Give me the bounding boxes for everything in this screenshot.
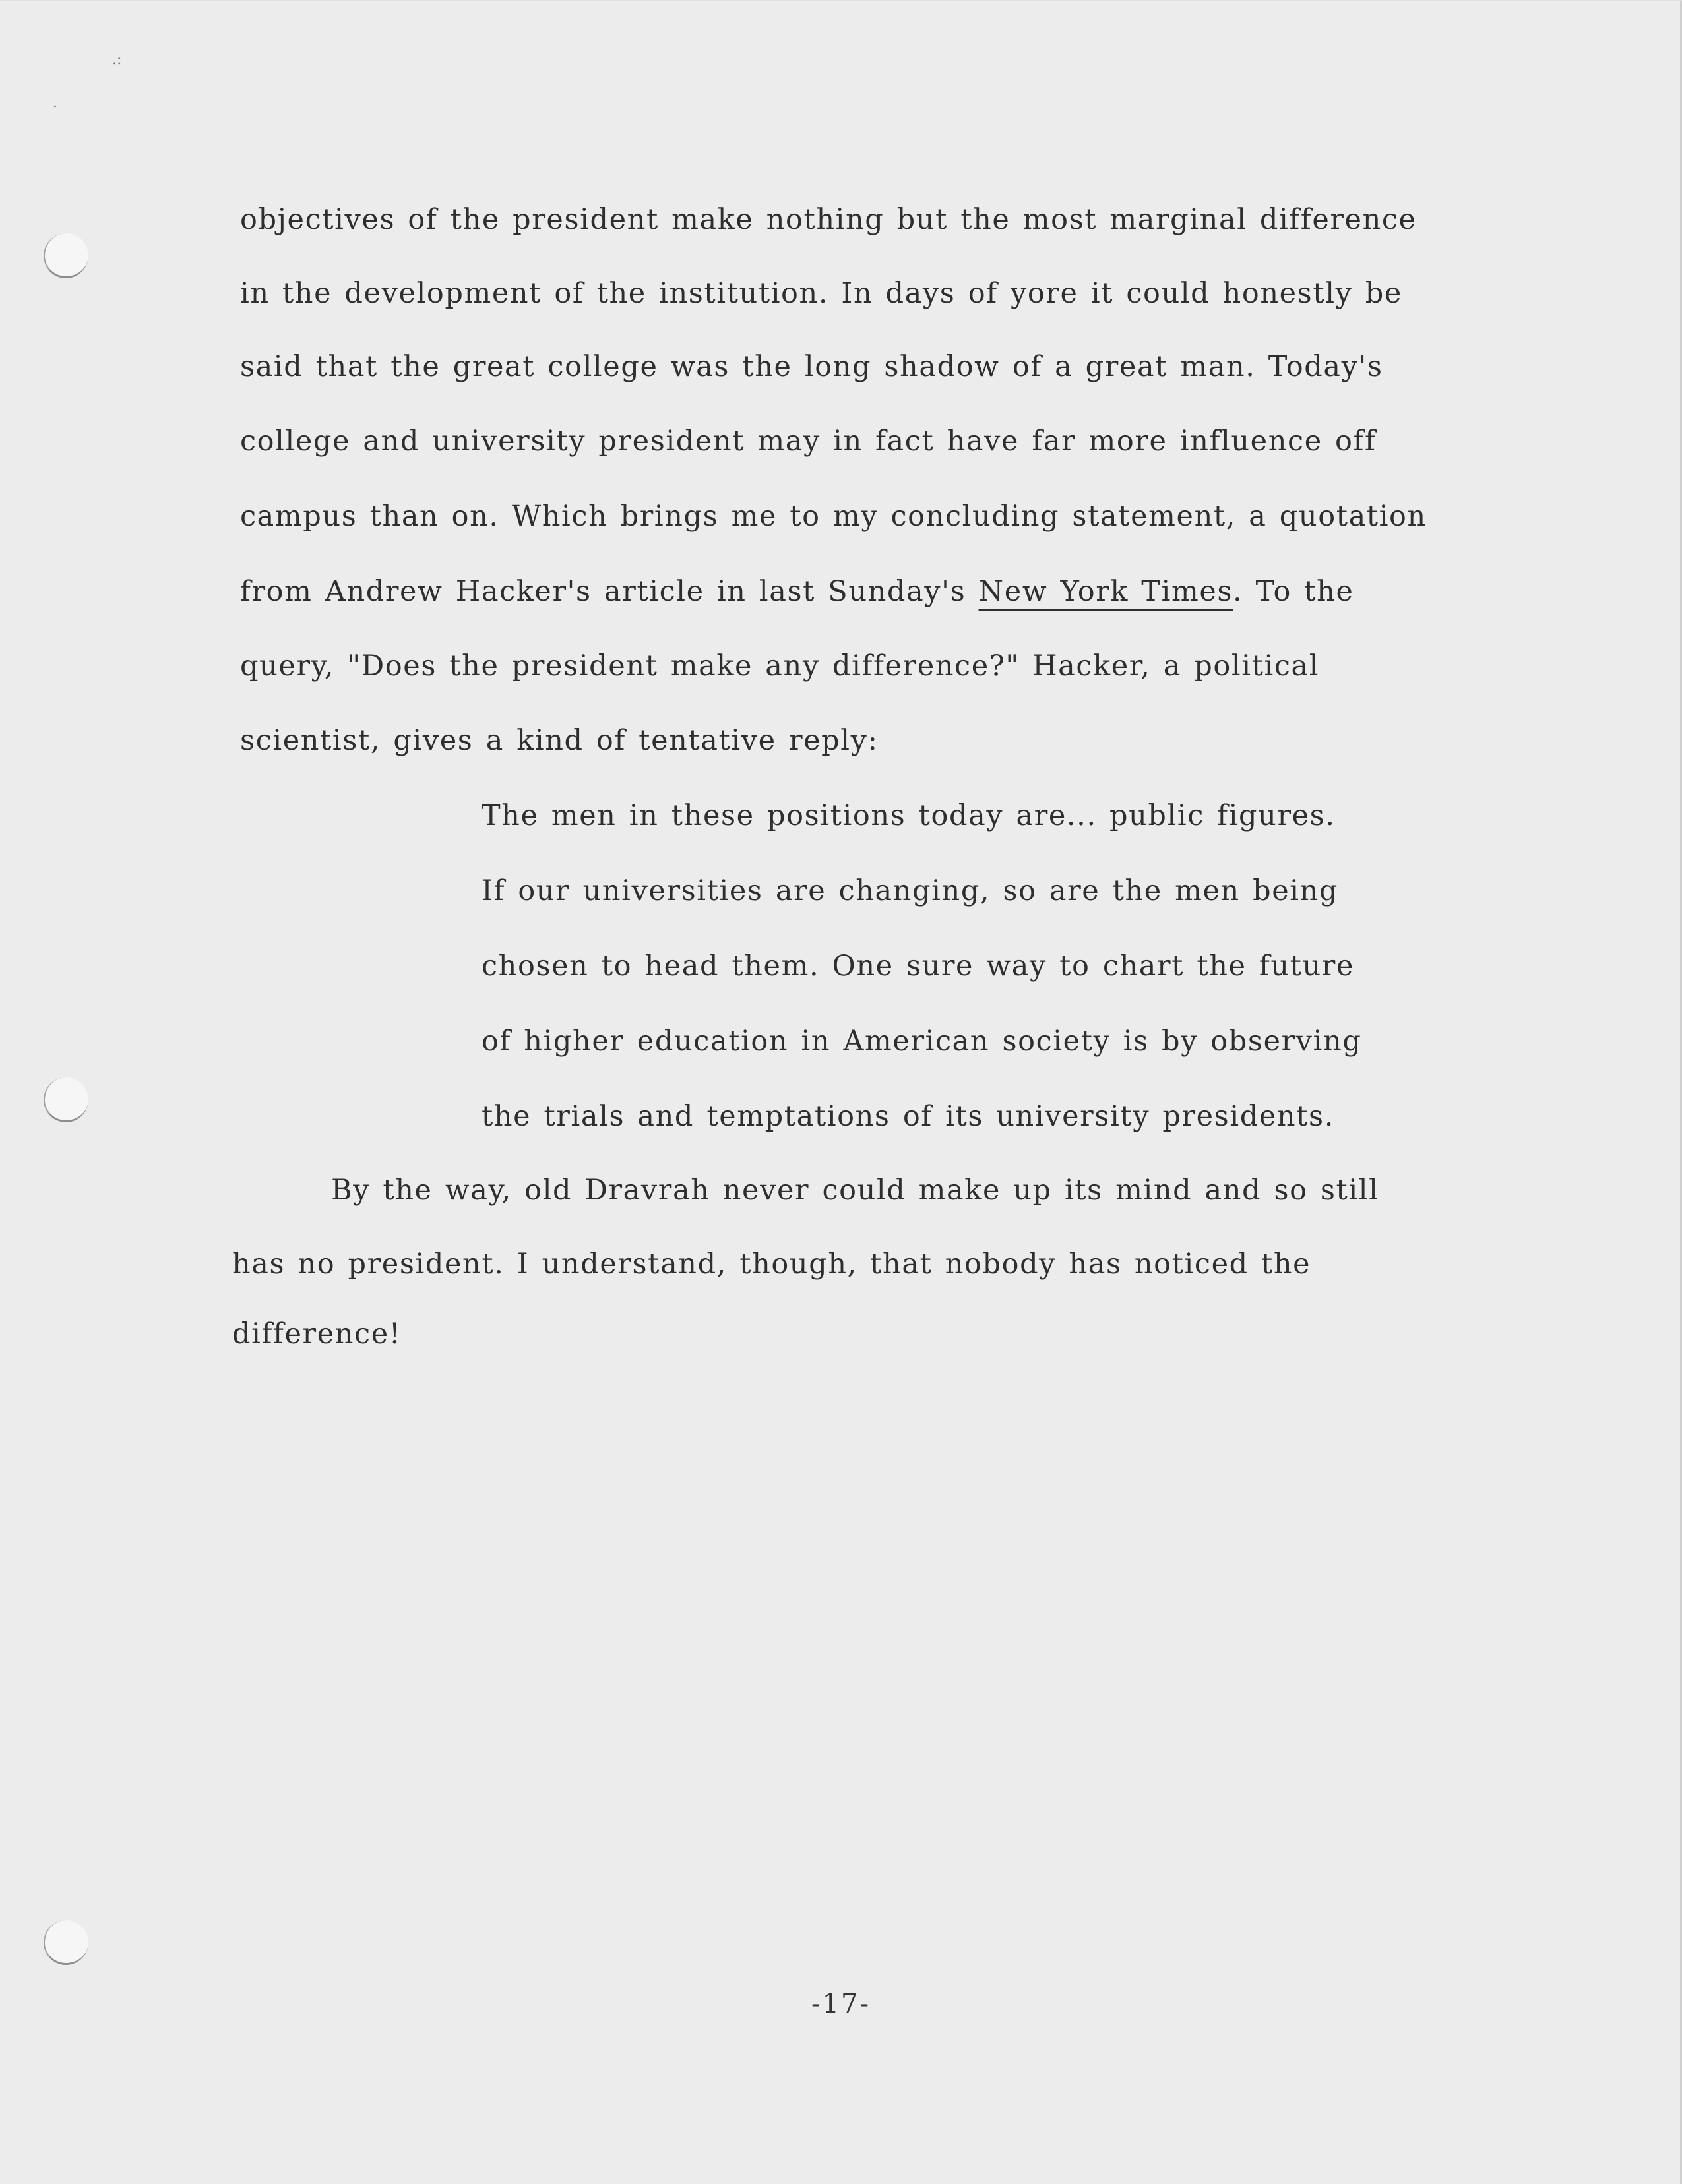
body-line: said that the great college was the long shadow of a great man. Today's	[240, 350, 1383, 383]
body-line: query, "Does the president make any difference?" Hacker, a political	[240, 650, 1320, 682]
page-number: -17-	[811, 1989, 871, 2019]
binder-hole-bottom	[44, 1920, 88, 1965]
quote-line: of higher education in American society is by observing	[482, 1025, 1362, 1058]
body-line: campus than on. Which brings me to my concluding statement, a quotation	[240, 500, 1427, 533]
body-line: By the way, old Dravrah never could make up its mind and so still	[331, 1174, 1379, 1207]
quote-line: the trials and temptations of its university presidents.	[482, 1100, 1334, 1133]
body-line: difference!	[232, 1318, 402, 1350]
binder-hole-middle	[44, 1077, 88, 1122]
newspaper-title: New York Times	[978, 575, 1233, 608]
quote-line: If our universities are changing, so are the men being	[482, 874, 1339, 907]
body-line: in the development of the institution. In days of yore it could honestly be	[240, 277, 1402, 310]
body-line: has no president. I understand, though, that nobody has noticed the	[232, 1248, 1311, 1281]
quote-line: chosen to head them. One sure way to chart the future	[482, 950, 1355, 983]
body-line: scientist, gives a kind of tentative reply:	[240, 724, 879, 757]
binder-hole-top	[44, 233, 88, 278]
body-line	[240, 575, 1354, 608]
quote-line: The men in these positions today are... public figures.	[482, 799, 1336, 832]
body-text: from Andrew Hacker's article in last Sunday's	[240, 575, 979, 608]
body-text: . To the	[1233, 575, 1354, 608]
stray-mark: ·	[53, 99, 57, 115]
body-line: college and university president may in fact have far more influence off	[240, 425, 1377, 458]
stray-mark: .:	[112, 51, 122, 68]
body-line: objectives of the president make nothing but the most marginal difference	[240, 203, 1417, 236]
